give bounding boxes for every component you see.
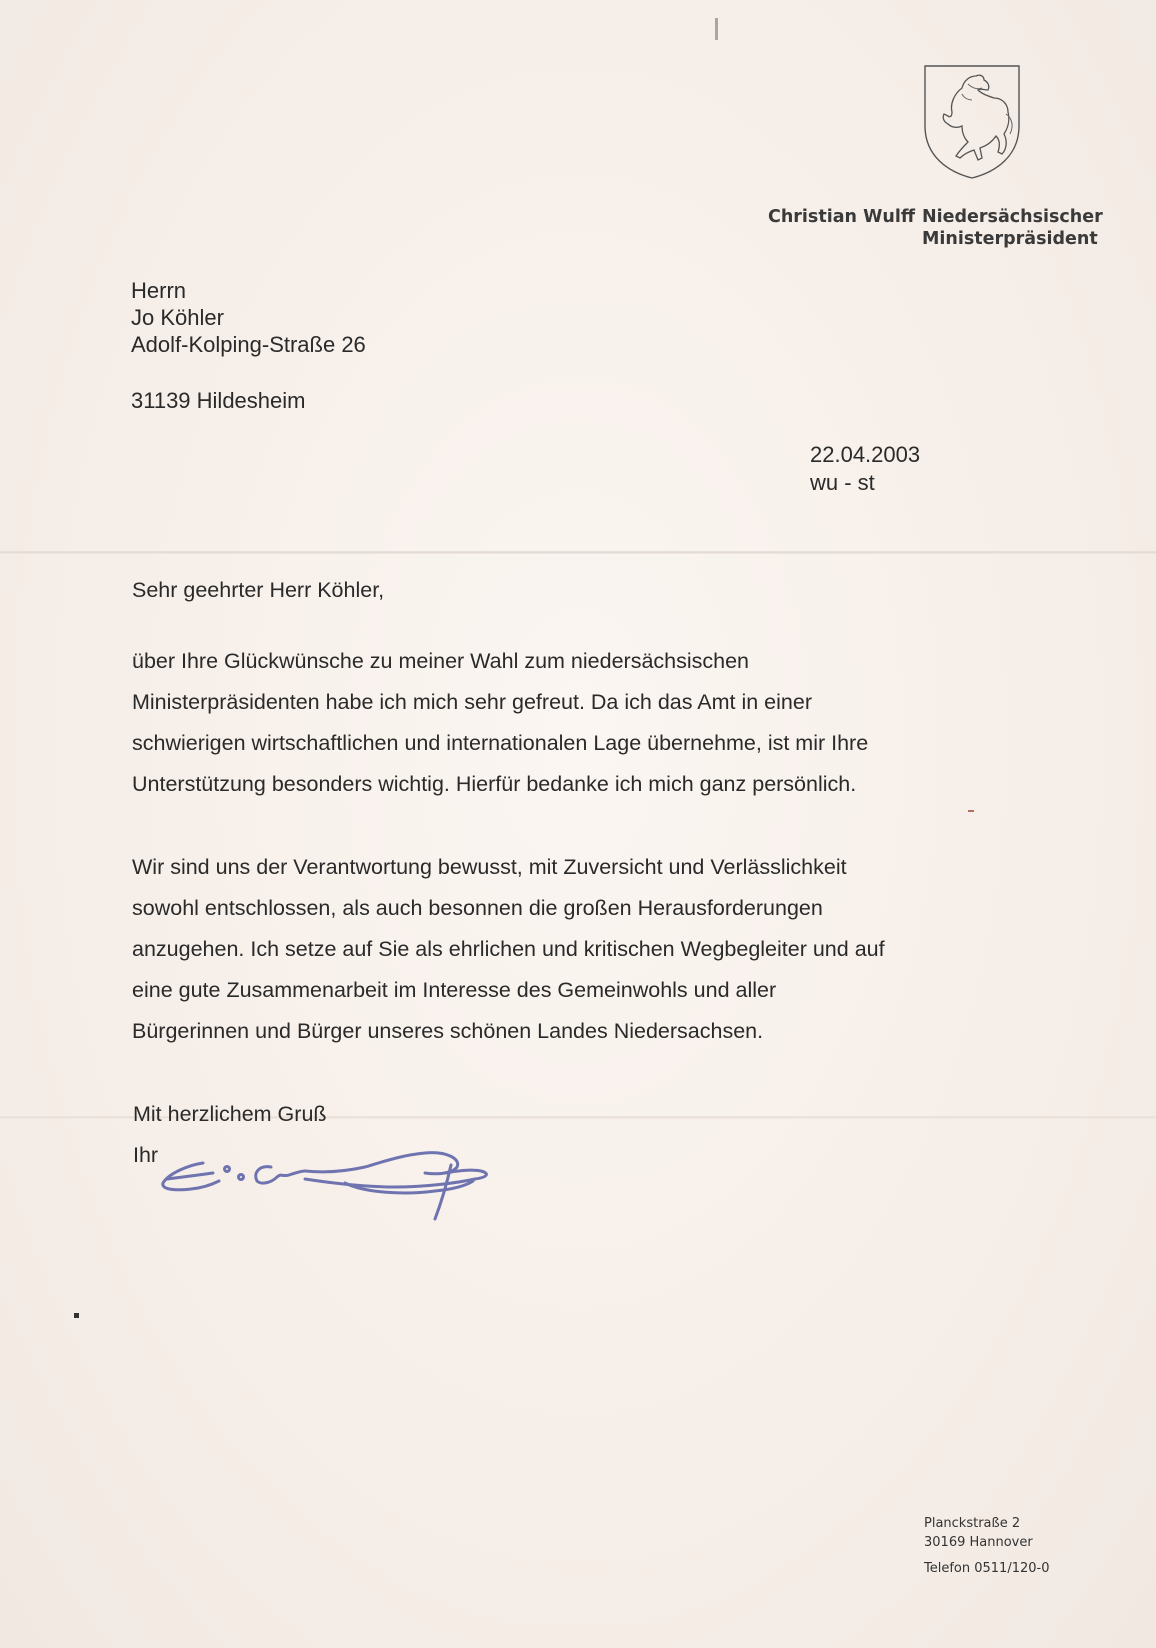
sender-title-line2: Ministerpräsident bbox=[922, 229, 1098, 249]
paragraph-line: über Ihre Glückwünsche zu meiner Wahl zum niedersächsischen bbox=[132, 649, 750, 673]
letter-closing-word: Ihr bbox=[133, 1143, 159, 1167]
paragraph-line: eine gute Zusammenarbeit im Interesse des Gemeinwohls und aller bbox=[132, 978, 777, 1002]
letter-greeting: Sehr geehrter Herr Köhler, bbox=[132, 578, 385, 602]
paragraph-line: Wir sind uns der Verantwortung bewusst, mit Zuversicht und Verlässlichkeit bbox=[132, 855, 847, 879]
paragraph-line: schwierigen wirtschaftlichen und internationalen Lage übernehme, ist mir Ihre bbox=[132, 731, 869, 755]
letter-closing: Mit herzlichem Gruß bbox=[133, 1102, 327, 1126]
paper-mark bbox=[715, 18, 718, 40]
recipient-street: Adolf-Kolping-Straße 26 bbox=[131, 332, 366, 357]
letter-paragraph-1 bbox=[132, 641, 868, 805]
paper-fold-line bbox=[0, 551, 1156, 554]
sender-title-line1: Niedersächsischer bbox=[922, 207, 1103, 227]
paragraph-line: sowohl entschlossen, als auch besonnen die großen Herausforderungen bbox=[132, 896, 823, 920]
footer-phone: Telefon 0511/120-0 bbox=[924, 1561, 1050, 1576]
handwritten-signature bbox=[155, 1143, 505, 1233]
paper-mark bbox=[74, 1313, 79, 1318]
letter-date: 22.04.2003 bbox=[810, 442, 921, 467]
sender-name: Christian Wulff bbox=[768, 207, 916, 227]
letter-reference: wu - st bbox=[810, 470, 875, 495]
recipient-city: 31139 Hildesheim bbox=[131, 388, 306, 413]
paper-mark bbox=[968, 810, 974, 812]
paragraph-line: Ministerpräsidenten habe ich mich sehr gefreut. Da ich das Amt in einer bbox=[132, 690, 812, 714]
footer-street: Planckstraße 2 bbox=[924, 1516, 1021, 1531]
paragraph-line: anzugehen. Ich setze auf Sie als ehrlichen und kritischen Wegbegleiter und auf bbox=[132, 937, 885, 961]
letter-paragraph-2 bbox=[132, 847, 885, 1052]
paragraph-line: Bürgerinnen und Bürger unseres schönen Landes Niedersachsen. bbox=[132, 1019, 764, 1043]
recipient-salutation: Herrn bbox=[131, 278, 187, 303]
footer-city: 30169 Hannover bbox=[924, 1535, 1033, 1550]
lower-saxony-horse-crest-icon bbox=[922, 64, 1022, 180]
recipient-name: Jo Köhler bbox=[131, 305, 224, 330]
paragraph-line: Unterstützung besonders wichtig. Hierfür bedanke ich mich ganz persönlich. bbox=[132, 772, 857, 796]
